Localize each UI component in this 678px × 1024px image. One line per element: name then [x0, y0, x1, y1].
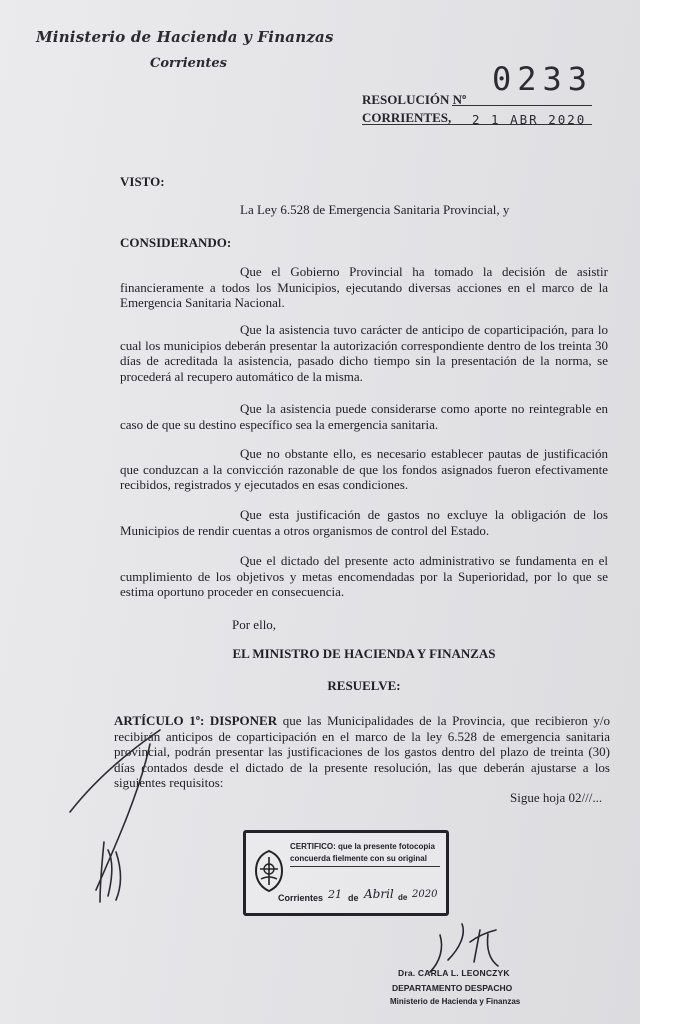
stamp-cert-line2: concuerda fielmente con su original — [290, 854, 427, 863]
considerando-paragraph: Que la asistencia puede considerarse como aporte no reintegrable en caso de que su destino específico sea la emergencia sanitaria. — [120, 401, 608, 432]
resolution-underline — [452, 105, 592, 106]
stamp-de: de — [348, 893, 359, 903]
considerando-paragraph: Que la asistencia tuvo carácter de anticipo de coparticipación, para lo cual los municipios deberán presentar la autorización correspondiente dentro de los treinta 30 días de acreditada la asistencia, pasado dicho tiempo sin la presentación de la norma, se procederá al recupero automático de la misma. — [120, 322, 608, 384]
certification-stamp — [243, 830, 449, 916]
signatory-ministry: Ministerio de Hacienda y Finanzas — [390, 997, 521, 1006]
considerando-heading: CONSIDERANDO: — [120, 235, 232, 250]
visto-text: La Ley 6.528 de Emergencia Sanitaria Provincial, y — [240, 202, 510, 217]
letterhead-city: Corrientes — [150, 56, 227, 71]
continuation-note: Sigue hoja 02///... — [510, 790, 603, 805]
provincial-crest-icon — [253, 849, 285, 893]
por-ello: Por ello, — [232, 617, 277, 632]
resolution-number: 0233 — [492, 60, 594, 98]
stamp-day: 21 — [328, 888, 342, 901]
stamp-month: Abril — [364, 887, 394, 901]
place-label: CORRIENTES, — [362, 110, 452, 125]
stamp-de: de — [398, 893, 408, 902]
resolution-label: RESOLUCIÓN Nº — [362, 92, 467, 107]
article-1 — [114, 713, 610, 791]
stamp-year: 2020 — [412, 889, 438, 900]
considerando-paragraph: Que esta justificación de gastos no excluye la obligación de los Municipios de rendir cuentas a otros organismos de control del Estado. — [120, 507, 608, 538]
minister-title: EL MINISTRO DE HACIENDA Y FINANZAS — [232, 646, 496, 661]
stamp-rule — [290, 866, 440, 867]
resuelve-heading: RESUELVE: — [327, 678, 401, 693]
signatory-name: Dra. CARLA L. LEONCZYK — [398, 968, 510, 978]
considerando-paragraph: Que no obstante ello, es necesario establecer pautas de justificación que conduzcan a la convicción razonable de que los fondos asignados fueron efectivamente recibidos, registrados y ejecutados en esas condiciones. — [120, 446, 608, 492]
considerando-paragraph: Que el dictado del presente acto administrativo se fundamenta en el cumplimiento de los objetivos y metas encomendadas por la Superioridad, por lo que se estima oportuno proceder en consecuencia. — [120, 553, 608, 599]
resolution-date: 2 1 ABR 2020 — [472, 112, 587, 127]
stamp-cert-line1: CERTIFICO: que la presente fotocopia — [290, 842, 435, 851]
signatory-department: DEPARTAMENTO DESPACHO — [392, 983, 513, 993]
ministry-letterhead: Ministerio de Hacienda y Finanzas — [36, 28, 334, 46]
considerando-paragraph: Que el Gobierno Provincial ha tomado la decisión de asistir financieramente a todos los Municipios, ejecutando diversas acciones en el marco de la Emergencia Sanitaria Nacional. — [120, 264, 608, 310]
right-signature-icon — [430, 924, 498, 972]
stamp-location: Corrientes — [278, 893, 324, 903]
visto-heading: VISTO: — [120, 174, 165, 189]
article-text: que las Municipalidades de la Provincia, que recibieron y/o recibirán anticipos de coparticipación en el marco de la ley 6.528 de emergencia sanitaria provincial, podrán presentar las justificaciones de los gastos dentro del plazo de treinta (30) días contados desde el dictado de la presente resolución, las que deberán ajustarse a los siguientes requisitos: — [114, 713, 611, 790]
article-label: ARTÍCULO 1º: — [114, 713, 205, 728]
article-verb: DISPONER — [209, 713, 278, 728]
